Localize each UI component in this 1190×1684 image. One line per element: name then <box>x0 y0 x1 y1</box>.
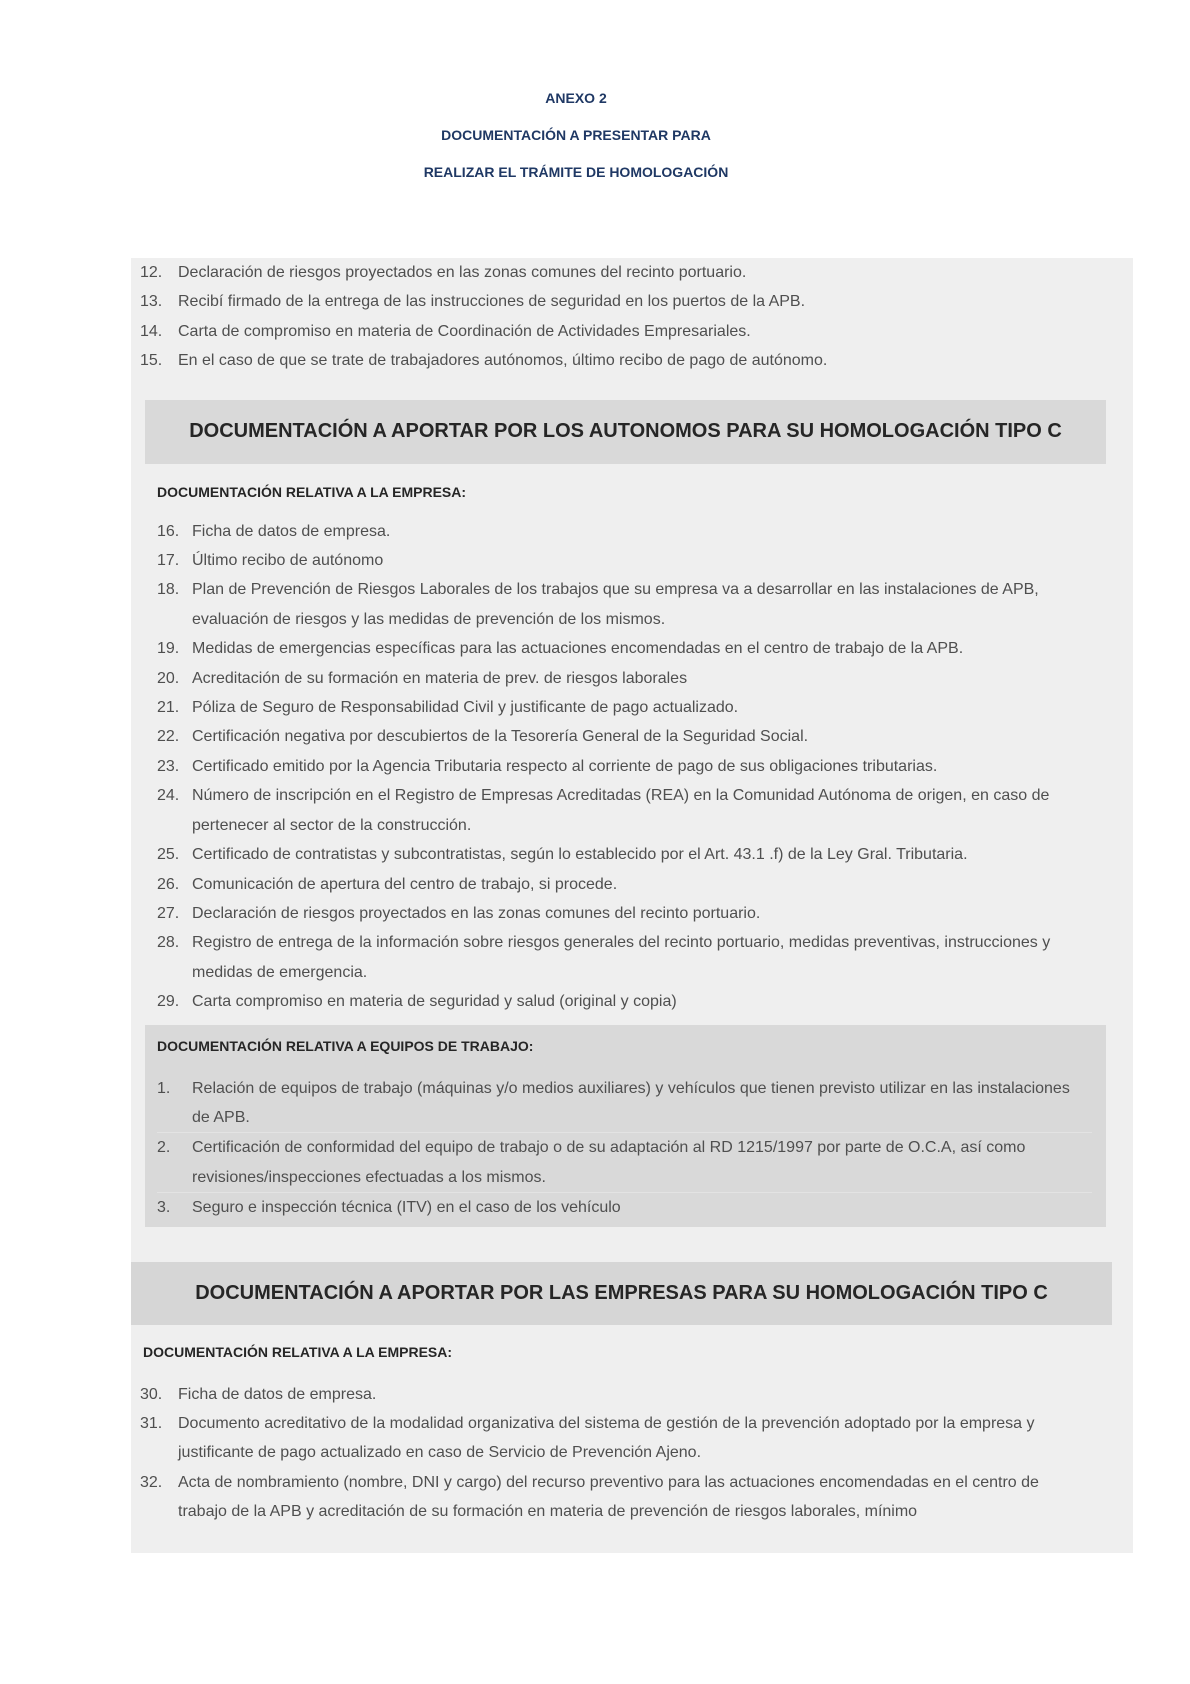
item-text: Certificación negativa por descubiertos de la Tesorería General de la Seguridad Social. <box>192 728 809 746</box>
list-item <box>157 575 1092 634</box>
item-text: Seguro e inspección técnica (ITV) en el caso de los vehículo <box>192 1199 621 1217</box>
list-item <box>157 546 1092 575</box>
continued-list <box>140 258 1090 376</box>
list-item <box>157 899 1092 928</box>
list-item <box>157 928 1092 987</box>
autonomos-empresa-list <box>157 517 1092 1017</box>
item-text: Último recibo de autónomo <box>192 552 384 570</box>
item-number: 19. <box>157 640 180 658</box>
section-title-autonomos <box>145 400 1106 464</box>
item-text: Registro de entrega de la información sobre riesgos generales del recinto portuario, medidas preventivas, instrucciones y medidas de emergencia. <box>192 934 1051 981</box>
item-number: 31. <box>140 1414 163 1432</box>
section-title-text: DOCUMENTACIÓN A APORTAR POR LAS EMPRESAS PARA SU HOMOLOGACIÓN TIPO C <box>195 1281 1048 1304</box>
item-text: Número de inscripción en el Registro de Empresas Acreditadas (REA) en la Comunidad Autónoma de origen, en caso de pertenecer al sector de la construcción. <box>192 787 1050 834</box>
item-number: 1. <box>157 1079 171 1097</box>
list-item <box>157 781 1092 840</box>
item-number: 2. <box>157 1139 171 1157</box>
equipos-section <box>145 1025 1106 1227</box>
item-text: Documento acreditativo de la modalidad organizativa del sistema de gestión de la prevención adoptado por la empresa y justificante de pago actualizado en caso de Servicio de Prevención Ajeno. <box>178 1414 1035 1462</box>
annex-label: ANEXO 2 <box>545 90 607 106</box>
item-number: 3. <box>157 1199 171 1217</box>
list-item <box>140 287 1090 316</box>
item-text: Declaración de riesgos proyectados en las zonas comunes del recinto portuario. <box>178 264 747 281</box>
item-number: 32. <box>140 1473 163 1491</box>
item-text: Carta de compromiso en materia de Coordinación de Actividades Empresariales. <box>178 322 751 340</box>
item-number: 16. <box>157 522 180 540</box>
item-text: Medidas de emergencias específicas para las actuaciones encomendadas en el centro de trabajo de la APB. <box>192 640 964 658</box>
item-text: Certificación de conformidad del equipo de trabajo o de su adaptación al RD 1215/1997 por parte de O.C.A, así como revisiones/inspecciones efectuadas a los mismos. <box>192 1139 1026 1186</box>
list-item <box>140 1409 1090 1468</box>
item-number: 20. <box>157 669 180 687</box>
subheading-equipos: DOCUMENTACIÓN RELATIVA A EQUIPOS DE TRABAJO: <box>157 1037 534 1054</box>
list-item <box>140 317 1090 346</box>
item-text: Plan de Prevención de Riesgos Laborales de los trabajos que su empresa va a desarrollar en las instalaciones de APB, evaluación de riesgos y las medidas de prevención de los mismos. <box>192 581 1039 628</box>
list-item <box>157 752 1092 781</box>
item-number: 13. <box>140 293 163 311</box>
item-text: Acreditación de su formación en materia de prev. de riesgos laborales <box>192 669 688 687</box>
item-number: 18. <box>157 581 180 599</box>
item-number: 30. <box>140 1385 163 1403</box>
item-number: 28. <box>157 934 180 952</box>
subheading-empresa: DOCUMENTACIÓN RELATIVA A LA EMPRESA: <box>143 1343 453 1360</box>
item-number: 14. <box>140 322 163 340</box>
list-item <box>140 346 1090 375</box>
list-item <box>157 840 1092 869</box>
item-number: 15. <box>140 352 163 370</box>
item-number: 21. <box>157 699 180 717</box>
item-number: 17. <box>157 552 180 570</box>
list-item <box>157 634 1092 663</box>
item-text: Certificado de contratistas y subcontratistas, según lo establecido por el Art. 43.1 .f) de la Ley Gral. Tributaria. <box>192 846 968 864</box>
list-item <box>157 664 1092 693</box>
title-line-1: DOCUMENTACIÓN A PRESENTAR PARA <box>441 127 711 143</box>
empresas-empresa-list <box>140 1380 1090 1527</box>
document-title <box>0 80 1152 191</box>
section-title-empresas <box>131 1262 1112 1325</box>
list-item <box>157 987 1092 1016</box>
list-item <box>157 1192 1092 1222</box>
list-item <box>157 517 1092 546</box>
item-number: 24. <box>157 787 180 805</box>
item-number: 27. <box>157 904 180 922</box>
list-item <box>157 870 1092 899</box>
item-number: 12. <box>140 264 163 281</box>
item-text: Declaración de riesgos proyectados en las zonas comunes del recinto portuario. <box>192 904 761 922</box>
list-item <box>140 1468 1090 1527</box>
item-number: 29. <box>157 993 180 1011</box>
item-number: 22. <box>157 728 180 746</box>
subheading-empresa: DOCUMENTACIÓN RELATIVA A LA EMPRESA: <box>157 483 467 500</box>
item-text: Póliza de Seguro de Responsabilidad Civil y justificante de pago actualizado. <box>192 699 739 717</box>
item-text: Ficha de datos de empresa. <box>192 522 391 540</box>
item-text: Comunicación de apertura del centro de trabajo, si procede. <box>192 875 618 893</box>
list-item <box>140 1380 1090 1409</box>
item-text: Certificado emitido por la Agencia Tributaria respecto al corriente de pago de sus obligaciones tributarias. <box>192 757 938 775</box>
item-text: Recibí firmado de la entrega de las instrucciones de seguridad en los puertos de la APB. <box>178 293 806 311</box>
item-number: 26. <box>157 875 180 893</box>
list-item <box>157 1074 1092 1133</box>
item-number: 25. <box>157 846 180 864</box>
equipos-list <box>157 1074 1092 1223</box>
item-text: Acta de nombramiento (nombre, DNI y cargo) del recurso preventivo para las actuaciones encomendadas en el centro de trabajo de la APB y acreditación de su formación en materia de prevención de riesgos laborales, mínimo <box>178 1473 1039 1521</box>
title-line-2: REALIZAR EL TRÁMITE DE HOMOLOGACIÓN <box>423 164 729 180</box>
item-text: Carta compromiso en materia de seguridad y salud (original y copia) <box>192 993 677 1011</box>
section-title-text: DOCUMENTACIÓN A APORTAR POR LOS AUTONOMOS PARA SU HOMOLOGACIÓN TIPO C <box>189 420 1062 443</box>
list-item <box>157 693 1092 722</box>
item-text: Relación de equipos de trabajo (máquinas y/o medios auxiliares) y vehículos que tienen previsto utilizar en las instalaciones de APB. <box>192 1079 1070 1126</box>
list-item <box>140 258 1090 287</box>
item-number: 23. <box>157 757 180 775</box>
list-item <box>157 1132 1092 1192</box>
content-panel <box>131 258 1133 1553</box>
item-text: Ficha de datos de empresa. <box>178 1385 377 1403</box>
list-item <box>157 722 1092 751</box>
item-text: En el caso de que se trate de trabajadores autónomos, último recibo de pago de autónomo. <box>178 352 828 370</box>
